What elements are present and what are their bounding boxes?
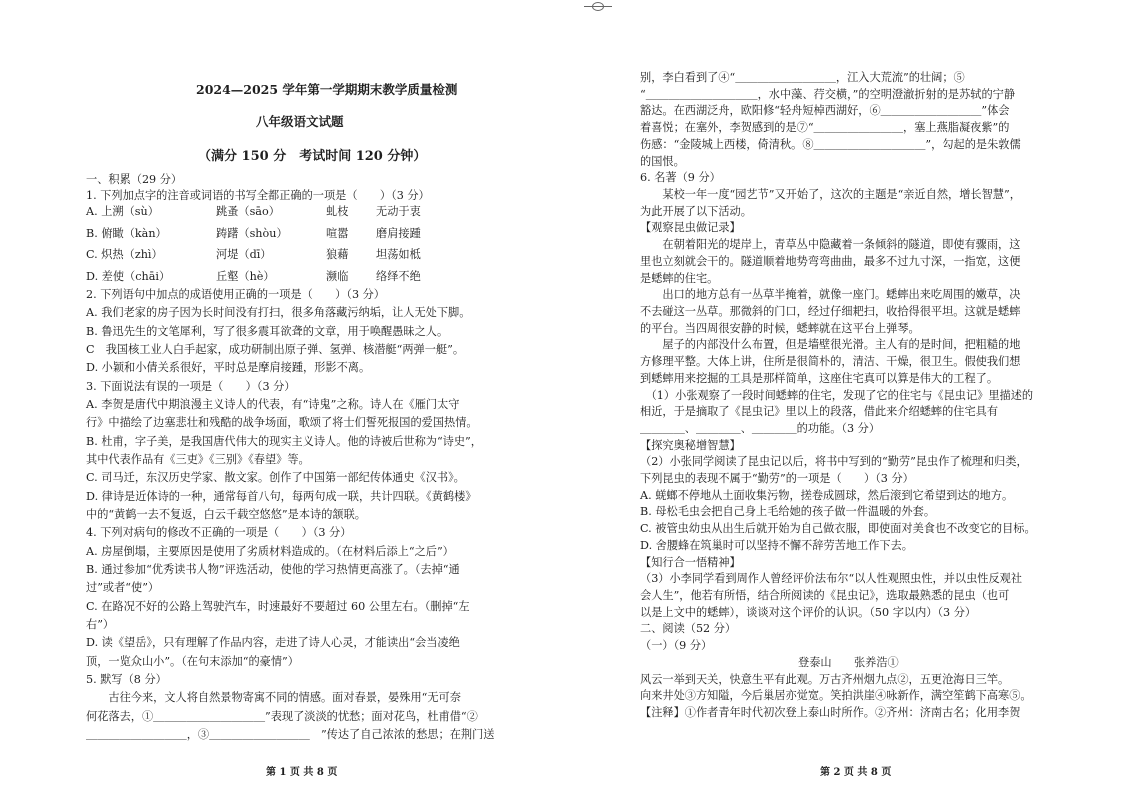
- question-line: （2）小张同学阅读了昆虫记以后，将书中写到的“勤劳”昆虫作了梳理和归类，: [640, 455, 1028, 469]
- question-line: 相近，于是摘取了《昆虫记》里以上的段落，借此来介绍蟋蟀的住宅具有: [640, 405, 999, 419]
- question-line: D. 律诗是近体诗的一种，通常每首八句，每两句成一联，共计四联。《黄鹤楼》: [86, 489, 477, 503]
- exam-subtitle: 八年级语文试题: [256, 114, 344, 129]
- question-line: 【探究奥秘增智慧】: [640, 438, 741, 452]
- question-line: 右”）: [86, 618, 115, 631]
- option-item: B. 俯瞰（kàn）: [86, 226, 167, 240]
- question-line: 的平台。当四周很安静的时候，蟋蟀就在这平台上弹琴。: [640, 321, 920, 335]
- question-line: 中的“黄鹤一去不复返，白云千载空悠悠”是本诗的颔联。: [86, 508, 366, 521]
- question-line: ＿＿＿＿＿＿＿＿＿，③＿＿＿＿＿＿＿＿＿ ”传达了自己浓浓的愁思；在荆门送: [86, 728, 495, 741]
- question-line: （1）小张观察了一段时间蟋蟀的住宅，发现了它的住宅与《昆虫记》里描述的: [640, 388, 1034, 402]
- question-line: D. 舍腰蜂在筑巢时可以坚持不懈不辞劳苦地工作下去。: [640, 538, 913, 552]
- option-item: C. 炽热（zhì）: [86, 248, 163, 261]
- question-line: A. 李贺是唐代中期浪漫主义诗人的代表，有“诗鬼”之称。诗人在《雁门太守: [86, 398, 460, 411]
- question-line: 【知行合一悟精神】: [640, 555, 741, 569]
- question-line: A. 我们老家的房子因为长时间没有打扫，很多角落藏污纳垢，让人无处下脚。: [86, 306, 471, 320]
- page-1-footer: 第 1 页 共 8 页: [266, 767, 338, 778]
- poem-title: 登泰山 张养浩①: [798, 655, 899, 669]
- question-line: 顶，一览众山小”。（在句末添加“的豪情”）: [86, 654, 299, 668]
- question-line: 风云一举到天关，快意生平有此观。万古齐州烟九点②，五更沧海日三竿。: [640, 672, 1010, 686]
- question-line: ＿＿＿＿、＿＿＿＿、＿＿＿＿的功能。（3 分）: [640, 421, 881, 435]
- question-line: C 我国核工业人白手起家，成功研制出原子弹、氢弹、核潜艇“两弹一艇”。: [86, 343, 465, 356]
- question-line: 向来井处③方知隘，今后巢居亦觉宽。笑拍洪崖④咏新作，满空笙鹤下高寒⑤。: [640, 689, 1032, 703]
- question-line: 其中代表作品有《三吏》《三别》《春望》等。: [86, 453, 310, 466]
- question-line: C. 司马迁，东汉历史学家、散文家。创作了中国第一部纪传体通史《汉书》。: [86, 471, 465, 485]
- option-item: 跳蚤（sāo）: [216, 205, 280, 218]
- question-line: 伤感：“金陵城上西楼，倚清秋。⑧＿＿＿＿＿＿＿＿＿＿”，勾起的是朱敦儒: [640, 137, 1021, 151]
- question-line: B. 杜甫，字子美，是我国唐代伟大的现实主义诗人。他的诗被后世称为“诗史”，: [86, 434, 482, 448]
- question-line: D. 读《望岳》，只有理解了作品内容，走进了诗人心灵，才能读出“会当凌绝: [86, 636, 460, 650]
- question-line: C. 被管虫幼虫从出生后就开始为自己做衣服，即使面对美食也不改变它的目标。: [640, 522, 1036, 536]
- question-line: 何花落去，①＿＿＿＿＿＿＿＿＿＿”表现了淡淡的忧愁；面对花鸟，杜甫借“②: [86, 709, 478, 723]
- option-item: 坦荡如柢: [376, 248, 421, 261]
- option-item: A. 上溯（sù）: [86, 205, 159, 218]
- option-item: 丘壑（hè）: [216, 269, 275, 283]
- question-line: 不去碰这一丛草。那微斜的门口，经过仔细耙扫，收拾得很平坦。这就是蟋蟀: [640, 304, 1021, 318]
- option-item: D. 差使（chāi）: [86, 269, 171, 283]
- question-line: 为此开展了以下活动。: [640, 204, 752, 218]
- option-item: 濒临: [326, 269, 349, 283]
- question-line: B. 通过参加“优秀读书人物”评选活动，使他的学习热情更高涨了。（去掉“通: [86, 563, 460, 576]
- question-line: 【注释】①作者青年时代初次登上泰山时所作。②齐州：济南古名；化用李贺: [640, 706, 1021, 719]
- question-line: A. 房屋倒塌，主要原因是使用了劣质材料造成的。（在材料后添上“之后”）: [86, 544, 454, 558]
- question-line: 出口的地方总有一丛草半掩着，就像一座门。蟋蟀出来吃周围的嫩草，决: [640, 288, 1021, 302]
- question-line: 【观察昆虫做记录】: [640, 221, 741, 235]
- question-line: 以是上文中的蟋蟀），谈谈对这个评价的认识。（50 字以内）（3 分）: [640, 605, 977, 619]
- option-item: 络绎不绝: [376, 269, 421, 283]
- question-line: 的国恨。: [640, 154, 685, 168]
- question-line: （3）小李同学看到周作人曾经评价法布尔“以人性观照虫性，并以虫性反观社: [640, 572, 1023, 586]
- question-line: 4. 下列对病句的修改不正确的一项是（ ）（3 分）: [86, 526, 352, 540]
- option-item: 无动于衷: [376, 205, 421, 218]
- question-line: （一）（9 分）: [640, 639, 713, 653]
- question-line: 5. 默写（8 分）: [86, 673, 167, 686]
- question-line: 会人生”，他若有所悟，结合所阅读的《昆虫记》，选取最熟悉的昆虫（也可: [640, 589, 1010, 603]
- option-item: 虬枝: [326, 205, 349, 218]
- question-line: 3. 下面说法有误的一项是（ ）（3 分）: [86, 379, 296, 393]
- question-line: B. 母松毛虫会把自己身上毛给她的孩子做一件温暖的外套。: [640, 505, 936, 519]
- exam-score-line: （满分 150 分 考试时间 120 分钟）: [198, 149, 427, 164]
- question-line: 行》中描绘了边塞悲壮和残酷的战争场面，歌颂了将士们誓死报国的爱国热情。: [86, 416, 478, 430]
- question-line: 里也立刻就会干的。隧道顺着地势弯弯曲曲，最多不过九寸深，一指宽，这便: [640, 254, 1021, 268]
- question-line: 别，李白看到了④“＿＿＿＿＿＿＿＿＿，江入大荒流”的壮阔；⑤: [640, 71, 965, 84]
- question-line: 二、阅读（52 分）: [640, 622, 737, 636]
- question-line: 在朝着阳光的堤岸上，青草丛中隐藏着一条倾斜的隧道，即使有骤雨，这: [640, 238, 1021, 252]
- option-item: 河堤（dī）: [216, 248, 272, 261]
- question-line: 某校一年一度“园艺节”又开始了，这次的主题是“亲近自然，增长智慧”，: [640, 187, 1021, 201]
- question-line: 到蟋蟀用来挖掘的工具是那样简单，这座住宅真可以算是伟大的工程了。: [640, 371, 999, 385]
- exam-title: 2024—2025 学年第一学期期末教学质量检测: [196, 82, 458, 97]
- question-line: 屋子的内部没什么布置，但是墙壁很光滑。主人有的是时间，把粗糙的地: [640, 338, 1021, 352]
- question-line: 是蟋蟀的住宅。: [640, 271, 719, 285]
- question-line: 6. 名著（9 分）: [640, 171, 721, 185]
- question-line: B. 鲁迅先生的文笔犀利，写了很多震耳欲聋的文章，用于唤醒愚昧之人。: [86, 324, 449, 338]
- question-line: 古往今来，文人将自然景物寄寓不同的情感。面对春景，晏殊用“无可奈: [86, 691, 461, 705]
- binding-mark-icon: [584, 2, 612, 12]
- question-line: 着喜悦；在塞外，李贺感到的是⑦“＿＿＿＿＿＿＿＿，塞上燕脂凝夜紫”的: [640, 121, 1010, 135]
- option-item: 狼藉: [326, 248, 349, 261]
- question-line: 下列昆虫的表现不属于“勤劳”的一项是（ ）（3 分）: [640, 472, 914, 486]
- page-2-footer: 第 2 页 共 8 页: [820, 767, 892, 778]
- question-line: D. 小颖和小倩关系很好，平时总是摩肩接踵，形影不离。: [86, 361, 371, 375]
- option-item: 踌躇（shòu）: [216, 226, 288, 240]
- section-heading: 一、积累（29 分）: [86, 173, 183, 186]
- question-line: 过”或者“使”）: [86, 581, 160, 595]
- question-line: “＿＿＿＿＿＿＿＿＿＿，水中藻、荇交横，”的空明澄澈折射的是苏轼的宁静: [640, 87, 1016, 101]
- question-text: 1. 下列加点字的注音或词语的书写全都正确的一项是（ ）（3 分）: [86, 189, 430, 202]
- question-line: A. 蜣螂不停地从土面收集污物，搓卷成圆球，然后滚到它希望到达的地方。: [640, 488, 1014, 502]
- question-line: 方修理平整。大体上讲，住所是很简朴的，清洁、干燥，很卫生。假使我们想: [640, 355, 1021, 369]
- question-line: C. 在路况不好的公路上驾驶汽车，时速最好不要超过 60 公里左右。（删掉“左: [86, 599, 470, 613]
- question-line: 豁达。在西湖泛舟，欧阳修“轻舟短棹西湖好，⑥＿＿＿＿＿＿＿＿＿”体会: [640, 104, 1010, 118]
- question-line: 2. 下列语句中加点的成语使用正确的一项是（ ）（3 分）: [86, 288, 385, 301]
- option-item: 喧嚣: [326, 226, 349, 240]
- option-item: 磨肩接踵: [376, 226, 421, 240]
